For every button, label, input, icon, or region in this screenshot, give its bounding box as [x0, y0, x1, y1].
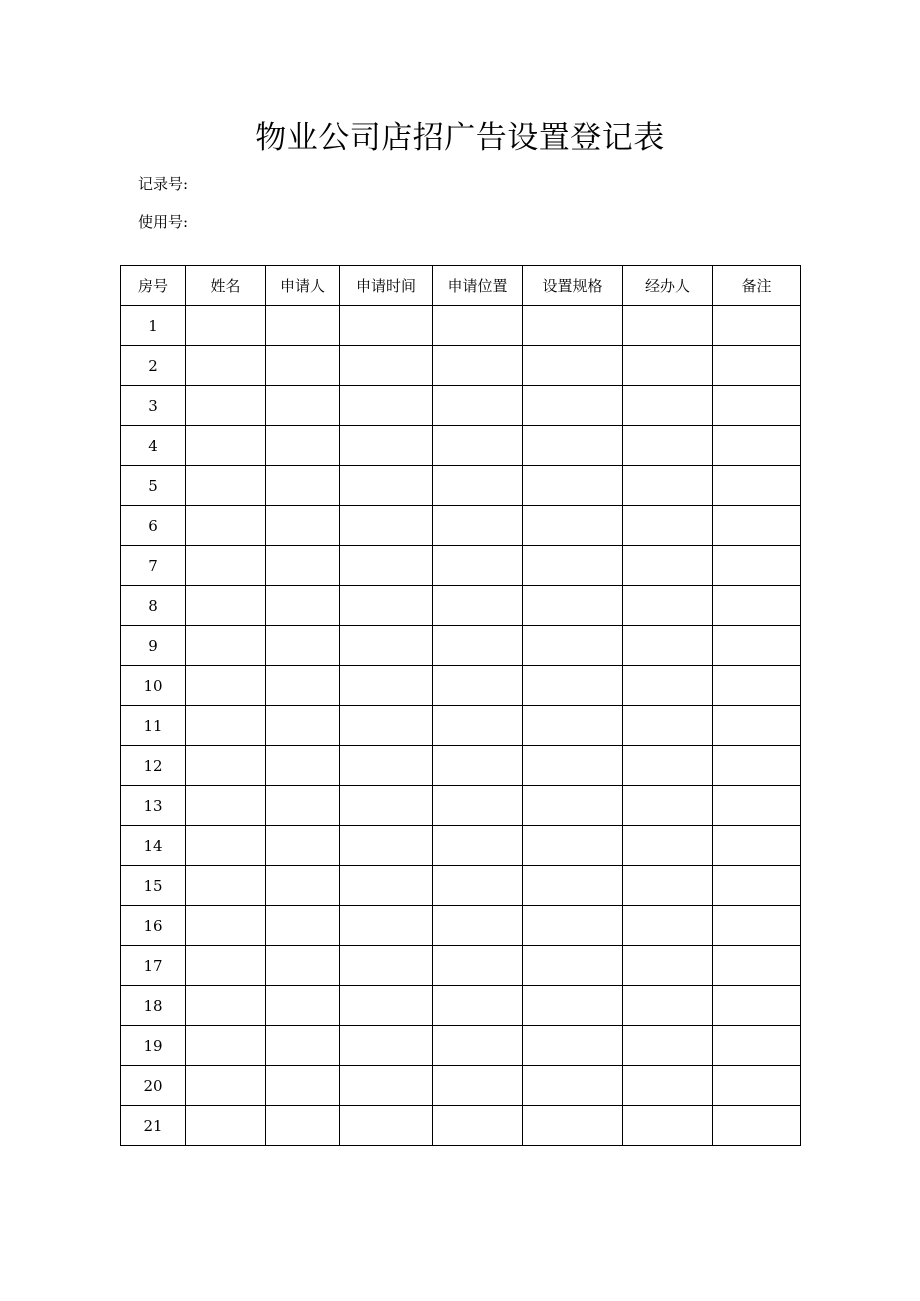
table-row — [121, 1106, 801, 1146]
cell-application-location[interactable] — [433, 306, 523, 346]
cell-application-location[interactable] — [433, 466, 523, 506]
cell-remarks[interactable] — [713, 826, 801, 866]
cell-specification[interactable] — [523, 386, 623, 426]
cell-applicant[interactable] — [266, 546, 340, 586]
header-application-location: 申请位置 — [433, 266, 523, 306]
cell-remarks[interactable] — [713, 786, 801, 826]
cell-application-location[interactable] — [433, 1066, 523, 1106]
cell-application-time[interactable] — [340, 666, 433, 706]
cell-application-time[interactable] — [340, 426, 433, 466]
cell-handler[interactable] — [623, 386, 713, 426]
row-room-number: 4 — [121, 426, 186, 466]
row-room-number: 18 — [121, 986, 186, 1026]
table-row — [121, 986, 801, 1026]
row-room-number: 11 — [121, 706, 186, 746]
table-row — [121, 466, 801, 506]
cell-applicant[interactable] — [266, 1026, 340, 1066]
cell-application-time[interactable] — [340, 346, 433, 386]
cell-remarks[interactable] — [713, 1066, 801, 1106]
cell-application-location[interactable] — [433, 666, 523, 706]
cell-handler[interactable] — [623, 626, 713, 666]
cell-specification[interactable] — [523, 426, 623, 466]
register-table — [120, 265, 801, 1146]
cell-applicant[interactable] — [266, 706, 340, 746]
cell-name[interactable] — [186, 866, 266, 906]
table-row — [121, 426, 801, 466]
table-row — [121, 506, 801, 546]
row-room-number: 9 — [121, 626, 186, 666]
table-row — [121, 546, 801, 586]
cell-name[interactable] — [186, 746, 266, 786]
cell-handler[interactable] — [623, 1026, 713, 1066]
row-room-number: 15 — [121, 866, 186, 906]
cell-applicant[interactable] — [266, 986, 340, 1026]
cell-application-location[interactable] — [433, 506, 523, 546]
table-row — [121, 826, 801, 866]
cell-name[interactable] — [186, 906, 266, 946]
header-room-number: 房号 — [121, 266, 186, 306]
cell-remarks[interactable] — [713, 666, 801, 706]
cell-applicant[interactable] — [266, 1066, 340, 1106]
cell-application-location[interactable] — [433, 866, 523, 906]
cell-application-location[interactable] — [433, 906, 523, 946]
record-number-label: 记录号: — [138, 175, 189, 193]
table-row — [121, 306, 801, 346]
row-room-number: 19 — [121, 1026, 186, 1066]
cell-application-time[interactable] — [340, 986, 433, 1026]
cell-applicant[interactable] — [266, 746, 340, 786]
cell-handler[interactable] — [623, 906, 713, 946]
cell-application-time[interactable] — [340, 946, 433, 986]
cell-applicant[interactable] — [266, 346, 340, 386]
cell-application-location[interactable] — [433, 586, 523, 626]
row-room-number: 14 — [121, 826, 186, 866]
table-row — [121, 946, 801, 986]
cell-specification[interactable] — [523, 506, 623, 546]
cell-remarks[interactable] — [713, 586, 801, 626]
cell-name[interactable] — [186, 586, 266, 626]
cell-remarks[interactable] — [713, 546, 801, 586]
cell-application-time[interactable] — [340, 626, 433, 666]
cell-remarks[interactable] — [713, 1026, 801, 1066]
cell-applicant[interactable] — [266, 946, 340, 986]
row-room-number: 6 — [121, 506, 186, 546]
cell-specification[interactable] — [523, 1026, 623, 1066]
cell-specification[interactable] — [523, 986, 623, 1026]
cell-application-time[interactable] — [340, 786, 433, 826]
cell-applicant[interactable] — [266, 1106, 340, 1146]
cell-remarks[interactable] — [713, 346, 801, 386]
cell-application-location[interactable] — [433, 986, 523, 1026]
cell-applicant[interactable] — [266, 386, 340, 426]
cell-specification[interactable] — [523, 306, 623, 346]
cell-handler[interactable] — [623, 666, 713, 706]
cell-remarks[interactable] — [713, 946, 801, 986]
table-row — [121, 786, 801, 826]
row-room-number: 2 — [121, 346, 186, 386]
cell-applicant[interactable] — [266, 426, 340, 466]
table-body — [121, 306, 801, 1146]
table-row — [121, 866, 801, 906]
cell-handler[interactable] — [623, 466, 713, 506]
cell-specification[interactable] — [523, 546, 623, 586]
cell-specification[interactable] — [523, 866, 623, 906]
cell-specification[interactable] — [523, 1106, 623, 1146]
cell-remarks[interactable] — [713, 706, 801, 746]
cell-name[interactable] — [186, 986, 266, 1026]
cell-application-location[interactable] — [433, 346, 523, 386]
row-room-number: 12 — [121, 746, 186, 786]
cell-name[interactable] — [186, 666, 266, 706]
cell-name[interactable] — [186, 946, 266, 986]
cell-handler[interactable] — [623, 306, 713, 346]
cell-application-location[interactable] — [433, 786, 523, 826]
table-row — [121, 626, 801, 666]
cell-remarks[interactable] — [713, 626, 801, 666]
table-row — [121, 666, 801, 706]
header-application-time: 申请时间 — [340, 266, 433, 306]
row-room-number: 20 — [121, 1066, 186, 1106]
row-room-number: 16 — [121, 906, 186, 946]
table-row — [121, 706, 801, 746]
cell-handler[interactable] — [623, 506, 713, 546]
cell-specification[interactable] — [523, 826, 623, 866]
table-row — [121, 386, 801, 426]
cell-name[interactable] — [186, 426, 266, 466]
header-remarks: 备注 — [713, 266, 801, 306]
cell-specification[interactable] — [523, 1066, 623, 1106]
cell-applicant[interactable] — [266, 306, 340, 346]
cell-application-time[interactable] — [340, 746, 433, 786]
cell-specification[interactable] — [523, 746, 623, 786]
cell-application-location[interactable] — [433, 746, 523, 786]
cell-name[interactable] — [186, 786, 266, 826]
cell-application-time[interactable] — [340, 546, 433, 586]
cell-name[interactable] — [186, 546, 266, 586]
cell-name[interactable] — [186, 346, 266, 386]
cell-specification[interactable] — [523, 666, 623, 706]
row-room-number: 10 — [121, 666, 186, 706]
row-room-number: 21 — [121, 1106, 186, 1146]
header-handler: 经办人 — [623, 266, 713, 306]
cell-application-time[interactable] — [340, 506, 433, 546]
cell-remarks[interactable] — [713, 746, 801, 786]
cell-applicant[interactable] — [266, 626, 340, 666]
cell-application-time[interactable] — [340, 306, 433, 346]
cell-handler[interactable] — [623, 826, 713, 866]
row-room-number: 17 — [121, 946, 186, 986]
cell-application-time[interactable] — [340, 586, 433, 626]
cell-name[interactable] — [186, 626, 266, 666]
cell-application-time[interactable] — [340, 386, 433, 426]
table-row — [121, 746, 801, 786]
cell-application-time[interactable] — [340, 466, 433, 506]
cell-specification[interactable] — [523, 626, 623, 666]
cell-application-time[interactable] — [340, 1066, 433, 1106]
cell-specification[interactable] — [523, 346, 623, 386]
cell-applicant[interactable] — [266, 666, 340, 706]
header-specification: 设置规格 — [523, 266, 623, 306]
cell-remarks[interactable] — [713, 306, 801, 346]
cell-application-location[interactable] — [433, 546, 523, 586]
cell-applicant[interactable] — [266, 586, 340, 626]
cell-handler[interactable] — [623, 946, 713, 986]
cell-specification[interactable] — [523, 706, 623, 746]
table-row — [121, 346, 801, 386]
cell-application-location[interactable] — [433, 386, 523, 426]
cell-handler[interactable] — [623, 706, 713, 746]
cell-remarks[interactable] — [713, 506, 801, 546]
cell-applicant[interactable] — [266, 866, 340, 906]
cell-applicant[interactable] — [266, 506, 340, 546]
cell-application-location[interactable] — [433, 1026, 523, 1066]
usage-number-label: 使用号: — [138, 213, 189, 231]
cell-application-location[interactable] — [433, 826, 523, 866]
cell-remarks[interactable] — [713, 466, 801, 506]
cell-name[interactable] — [186, 706, 266, 746]
row-room-number: 8 — [121, 586, 186, 626]
table-row — [121, 586, 801, 626]
cell-remarks[interactable] — [713, 866, 801, 906]
cell-handler[interactable] — [623, 426, 713, 466]
table-row — [121, 906, 801, 946]
cell-applicant[interactable] — [266, 786, 340, 826]
cell-application-location[interactable] — [433, 426, 523, 466]
cell-application-location[interactable] — [433, 946, 523, 986]
cell-handler[interactable] — [623, 746, 713, 786]
row-room-number: 7 — [121, 546, 186, 586]
page-title: 物业公司店招广告设置登记表 — [255, 120, 665, 156]
table-row — [121, 1026, 801, 1066]
cell-handler[interactable] — [623, 546, 713, 586]
cell-application-time[interactable] — [340, 826, 433, 866]
cell-handler[interactable] — [623, 586, 713, 626]
cell-specification[interactable] — [523, 466, 623, 506]
cell-applicant[interactable] — [266, 466, 340, 506]
row-room-number: 13 — [121, 786, 186, 826]
cell-handler[interactable] — [623, 1066, 713, 1106]
cell-name[interactable] — [186, 386, 266, 426]
row-room-number: 5 — [121, 466, 186, 506]
cell-application-time[interactable] — [340, 1026, 433, 1066]
cell-name[interactable] — [186, 466, 266, 506]
cell-name[interactable] — [186, 506, 266, 546]
cell-name[interactable] — [186, 1026, 266, 1066]
cell-handler[interactable] — [623, 986, 713, 1026]
row-room-number: 3 — [121, 386, 186, 426]
cell-remarks[interactable] — [713, 906, 801, 946]
cell-specification[interactable] — [523, 906, 623, 946]
header-name: 姓名 — [186, 266, 266, 306]
cell-specification[interactable] — [523, 946, 623, 986]
cell-application-time[interactable] — [340, 906, 433, 946]
cell-name[interactable] — [186, 1066, 266, 1106]
cell-handler[interactable] — [623, 786, 713, 826]
table-header-row — [121, 266, 801, 306]
cell-application-location[interactable] — [433, 1106, 523, 1146]
cell-name[interactable] — [186, 1106, 266, 1146]
cell-name[interactable] — [186, 826, 266, 866]
cell-application-time[interactable] — [340, 866, 433, 906]
cell-specification[interactable] — [523, 786, 623, 826]
table-row — [121, 1066, 801, 1106]
cell-remarks[interactable] — [713, 426, 801, 466]
cell-applicant[interactable] — [266, 826, 340, 866]
cell-application-time[interactable] — [340, 706, 433, 746]
cell-specification[interactable] — [523, 586, 623, 626]
cell-name[interactable] — [186, 306, 266, 346]
cell-application-time[interactable] — [340, 1106, 433, 1146]
cell-remarks[interactable] — [713, 1106, 801, 1146]
cell-remarks[interactable] — [713, 986, 801, 1026]
header-applicant: 申请人 — [266, 266, 340, 306]
row-room-number: 1 — [121, 306, 186, 346]
cell-handler[interactable] — [623, 346, 713, 386]
cell-remarks[interactable] — [713, 386, 801, 426]
cell-handler[interactable] — [623, 866, 713, 906]
cell-application-location[interactable] — [433, 706, 523, 746]
cell-applicant[interactable] — [266, 906, 340, 946]
cell-application-location[interactable] — [433, 626, 523, 666]
cell-handler[interactable] — [623, 1106, 713, 1146]
